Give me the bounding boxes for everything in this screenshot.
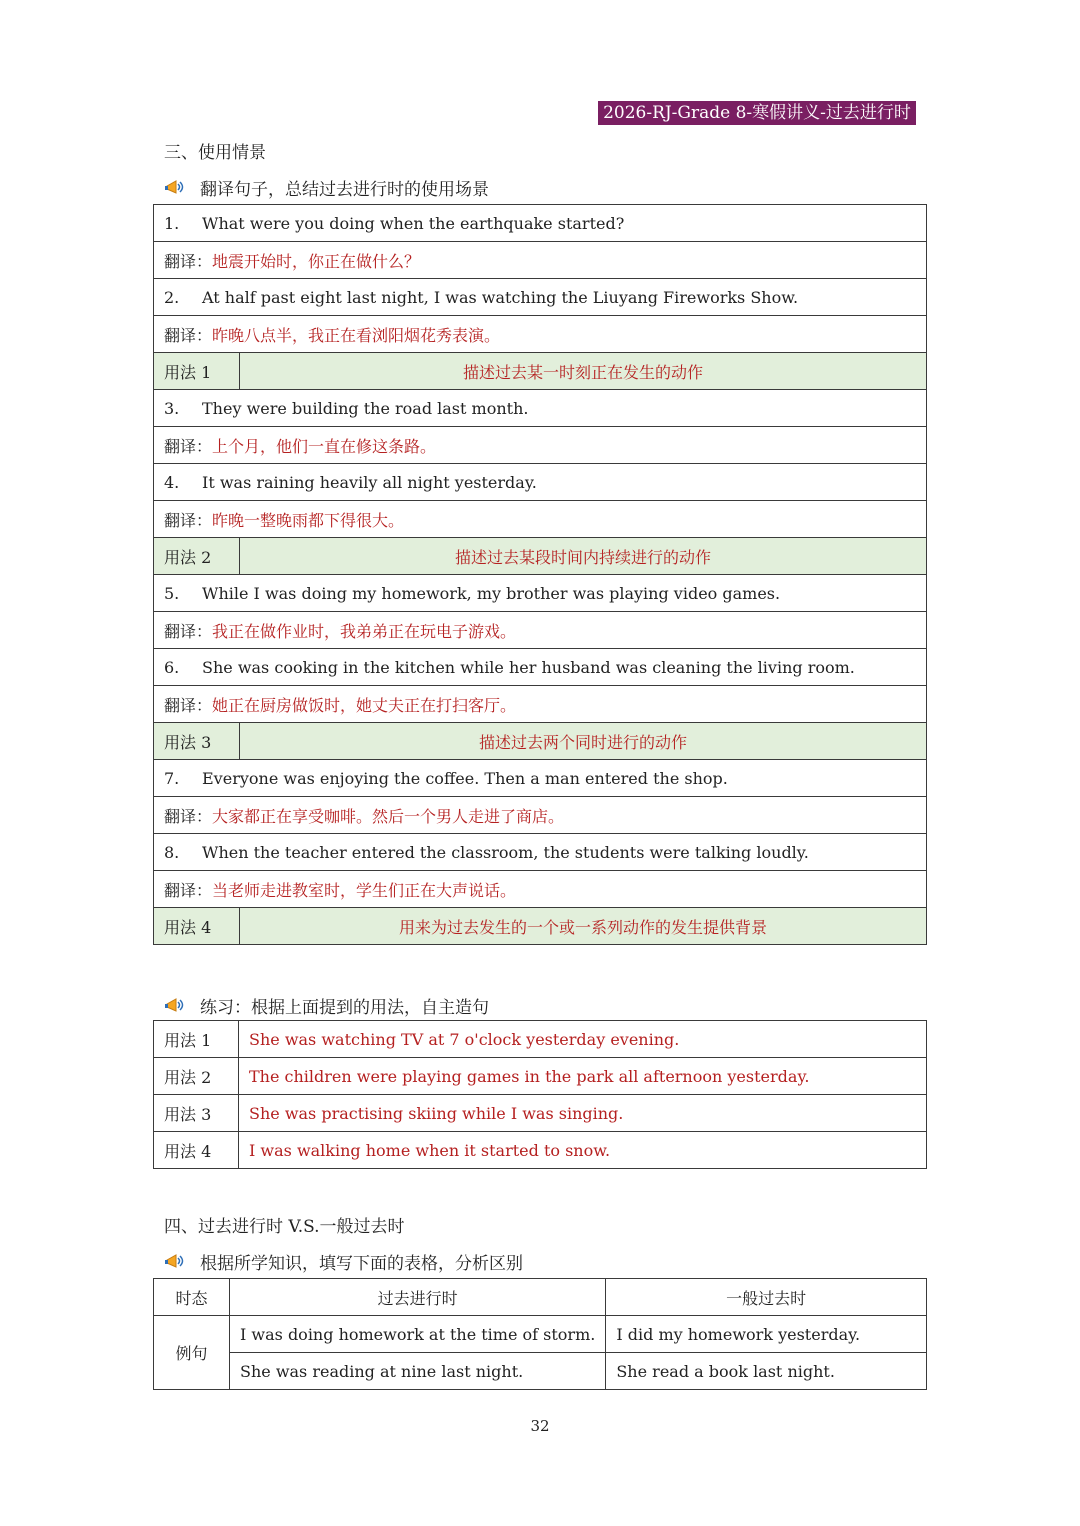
megaphone-icon (164, 1252, 186, 1272)
translation-row (154, 427, 927, 464)
sentence-row (154, 760, 927, 797)
sentence-number: 8. (164, 842, 180, 862)
sentence-row (154, 279, 927, 316)
translation-label: 翻译： (164, 695, 213, 715)
translation-label: 翻译： (164, 806, 213, 826)
comparison-row (154, 1316, 927, 1353)
simple-past-example: I did my homework yesterday. (606, 1316, 927, 1353)
megaphone-icon (164, 996, 186, 1016)
past-progressive-example: She was reading at nine last night. (230, 1353, 606, 1390)
sentence-number: 5. (164, 583, 180, 603)
sentence-row (154, 649, 927, 686)
header-simple-past: 一般过去时 (606, 1279, 927, 1316)
past-progressive-example: I was doing homework at the time of storm. (230, 1316, 606, 1353)
sentence-row (154, 834, 927, 871)
translation-label: 翻译： (164, 436, 213, 456)
usage-row (154, 908, 927, 945)
practice-row (154, 1095, 927, 1132)
translation-label: 翻译： (164, 510, 213, 530)
task-2-instruction (164, 1252, 523, 1274)
sentence-row (154, 205, 927, 242)
task-1-instruction (164, 178, 489, 200)
practice-row (154, 1058, 927, 1095)
usage-label: 用法 2 (154, 538, 240, 575)
sentence-en: It was raining heavily all night yesterday. (202, 472, 537, 492)
usage-description: 描述过去两个同时进行的动作 (240, 723, 927, 760)
practice-label: 用法 4 (154, 1132, 239, 1169)
translation-row (154, 501, 927, 538)
sentence-en: While I was doing my homework, my brother was playing video games. (202, 583, 781, 603)
translation-label: 翻译： (164, 251, 213, 271)
page-number: 32 (530, 1417, 550, 1435)
row-label-example: 例句 (154, 1316, 230, 1390)
usage-description: 描述过去某一时刻正在发生的动作 (240, 353, 927, 390)
practice-row (154, 1132, 927, 1169)
usage-row (154, 538, 927, 575)
translation-zh: 上个月，他们一直在修这条路。 (212, 436, 437, 456)
sentence-row (154, 390, 927, 427)
sentence-en: Everyone was enjoying the coffee. Then a man entered the shop. (202, 768, 728, 788)
translation-zh: 大家都正在享受咖啡。然后一个男人走进了商店。 (212, 806, 565, 826)
page-header: 2026-RJ-Grade 8-寒假讲义-过去进行时 (598, 101, 916, 125)
usage-table (153, 204, 927, 945)
practice-sentence: She was practising skiing while I was singing. (239, 1095, 927, 1132)
practice-label: 用法 3 (154, 1095, 239, 1132)
translation-zh: 我正在做作业时，我弟弟正在玩电子游戏。 (212, 621, 517, 641)
sentence-number: 4. (164, 472, 180, 492)
translation-zh: 地震开始时，你正在做什么？ (212, 251, 421, 271)
translation-row (154, 612, 927, 649)
practice-title: 练习：根据上面提到的用法，自主造句 (200, 998, 489, 1018)
practice-sentence: I was walking home when it started to snow. (239, 1132, 927, 1169)
translation-zh: 她正在厨房做饭时，她丈夫正在打扫客厅。 (212, 695, 517, 715)
practice-table (153, 1020, 927, 1169)
translation-row (154, 871, 927, 908)
translation-row (154, 242, 927, 279)
section-4-title: 四、过去进行时 V.S.一般过去时 (164, 1217, 405, 1237)
megaphone-icon (164, 178, 186, 198)
header-tense: 时态 (154, 1279, 230, 1316)
translation-row (154, 316, 927, 353)
translation-zh: 昨晚一整晚雨都下得很大。 (212, 510, 405, 530)
comparison-table (153, 1278, 927, 1390)
comparison-row (154, 1353, 927, 1390)
sentence-number: 1. (164, 213, 180, 233)
task-2-text: 根据所学知识，填写下面的表格，分析区别 (200, 1254, 523, 1274)
sentence-number: 2. (164, 287, 180, 307)
practice-row (154, 1021, 927, 1058)
sentence-number: 3. (164, 398, 180, 418)
sentence-en: At half past eight last night, I was watching the Liuyang Fireworks Show. (202, 287, 799, 307)
practice-label: 用法 2 (154, 1058, 239, 1095)
practice-sentence: The children were playing games in the park all afternoon yesterday. (239, 1058, 927, 1095)
practice-instruction (164, 996, 489, 1018)
usage-row (154, 723, 927, 760)
sentence-en: They were building the road last month. (202, 398, 529, 418)
usage-label: 用法 3 (154, 723, 240, 760)
translation-row (154, 686, 927, 723)
task-1-text: 翻译句子，总结过去进行时的使用场景 (200, 180, 489, 200)
sentence-row (154, 464, 927, 501)
translation-row (154, 797, 927, 834)
sentence-en: She was cooking in the kitchen while her husband was cleaning the living room. (202, 657, 855, 677)
sentence-number: 6. (164, 657, 180, 677)
sentence-en: What were you doing when the earthquake started? (202, 213, 625, 233)
section-3-title: 三、使用情景 (164, 143, 266, 163)
sentence-row (154, 575, 927, 612)
usage-description: 用来为过去发生的一个或一系列动作的发生提供背景 (240, 908, 927, 945)
translation-label: 翻译： (164, 325, 213, 345)
translation-zh: 当老师走进教室时，学生们正在大声说话。 (212, 880, 517, 900)
header-past-progressive: 过去进行时 (230, 1279, 606, 1316)
practice-sentence: She was watching TV at 7 o'clock yesterday evening. (239, 1021, 927, 1058)
simple-past-example: She read a book last night. (606, 1353, 927, 1390)
sentence-en: When the teacher entered the classroom, the students were talking loudly. (202, 842, 809, 862)
comparison-header-row (154, 1279, 927, 1316)
usage-label: 用法 4 (154, 908, 240, 945)
usage-row (154, 353, 927, 390)
usage-label: 用法 1 (154, 353, 240, 390)
translation-label: 翻译： (164, 880, 213, 900)
translation-zh: 昨晚八点半，我正在看浏阳烟花秀表演。 (212, 325, 501, 345)
usage-description: 描述过去某段时间内持续进行的动作 (240, 538, 927, 575)
sentence-number: 7. (164, 768, 180, 788)
practice-label: 用法 1 (154, 1021, 239, 1058)
translation-label: 翻译： (164, 621, 213, 641)
